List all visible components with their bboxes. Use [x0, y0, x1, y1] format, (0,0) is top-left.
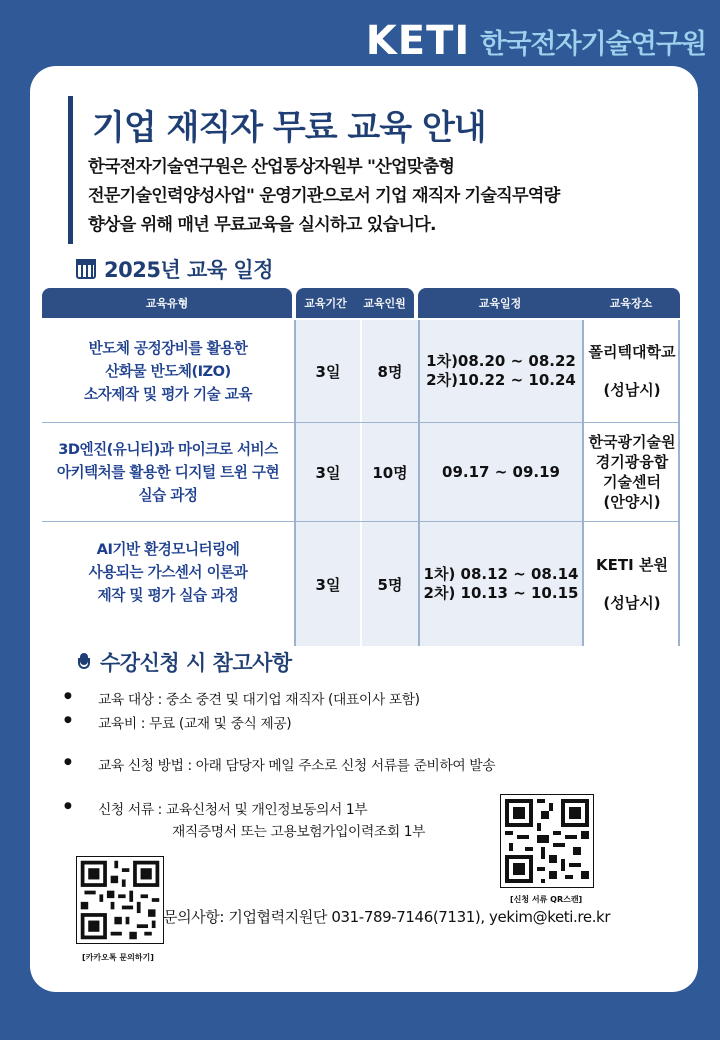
- table-row: [42, 522, 680, 646]
- list-item: ● 교육 신청 방법 : 아래 담당자 메일 주소로 신청 서류를 준비하여 발송: [64, 754, 495, 774]
- docs-qr-code[interactable]: [500, 794, 594, 888]
- table-row: [42, 423, 680, 522]
- microphone-icon: [78, 653, 90, 671]
- course-type: 3D엔진(유니티)과 마이크로 서비스 아키텍처를 활용한 디지털 트윈 구현 실습 과정: [56, 440, 280, 504]
- calendar-icon: [76, 259, 96, 279]
- list-item: ● 교육비 : 무료 (교재 및 중식 제공): [64, 712, 291, 732]
- intro-line: 전문기술인력양성사업" 운영기관으로서 기업 재직자 기술직무역량: [88, 186, 560, 206]
- schedule-table: [42, 320, 680, 646]
- table-header-dates-place: [418, 288, 680, 318]
- course-days: 3일: [296, 522, 360, 646]
- course-people: 8명: [362, 320, 418, 422]
- course-people: 10명: [362, 423, 418, 521]
- header-type-label: 교육유형: [145, 297, 189, 310]
- contact-info: 문의사항: 기업협력지원단 031-789-7146(7131), yekim@keti.re.kr: [163, 908, 611, 926]
- org-name: 한국전자기술연구원: [480, 28, 706, 60]
- table-divider: [418, 320, 420, 646]
- page-title: 기업 재직자 무료 교육 안내: [92, 108, 486, 148]
- header-dates-label: 교육일정: [478, 297, 522, 310]
- course-dates: 1차) 08.12 ~ 08.14 2차) 10.13 ~ 10.15: [420, 522, 582, 646]
- table-divider: [294, 320, 296, 646]
- course-dates: 1차)08.20 ~ 08.22 2차)10.22 ~ 10.24: [420, 320, 582, 422]
- header-people-label: 교육인원: [363, 297, 406, 310]
- intro-line: 향상을 위해 매년 무료교육을 실시하고 있습니다.: [88, 215, 436, 235]
- schedule-heading: [76, 254, 273, 284]
- table-header-type: [42, 288, 292, 318]
- docs-line-2: 재직증명서 또는 고용보험가입이력조회 1부: [172, 824, 426, 840]
- keti-logo: KETI: [365, 18, 471, 64]
- course-place: KETI 본원 (성남시): [596, 556, 668, 612]
- header-place-label: 교육장소: [609, 297, 653, 310]
- header-days-label: 교육기간: [304, 297, 347, 310]
- course-dates: 09.17 ~ 09.19: [420, 423, 582, 521]
- list-item: ● 교육 대상 : 중소 중견 및 대기업 재직자 (대표이사 포함): [64, 688, 420, 708]
- table-header-days-people: [296, 288, 414, 318]
- intro-text: [88, 153, 688, 240]
- table-divider: [582, 320, 584, 646]
- course-type: 반도체 공정장비를 활용한 산화물 반도체(IZO) 소자제작 및 평가 기술 교육: [84, 339, 252, 403]
- docs-qr-caption: [신청 서류 QR스캔]: [510, 895, 583, 904]
- kakao-qr-code[interactable]: [76, 856, 164, 944]
- title-accent-bar: [68, 96, 73, 244]
- notes-heading: [78, 647, 292, 677]
- course-place: 폴리텍대학교 (성남시): [588, 343, 676, 399]
- course-people: 5명: [362, 522, 418, 646]
- course-place: 한국광기술원 경기광융합 기술센터 (안양시): [588, 433, 676, 511]
- kakao-qr-caption: [카카오톡 문의하기]: [82, 953, 154, 962]
- table-divider: [678, 320, 680, 646]
- notes-title: 수강신청 시 참고사항: [100, 651, 292, 675]
- table-row: [42, 320, 680, 423]
- course-type: AI기반 환경모니터링에 사용되는 가스센서 이론과 제작 및 평가 실습 과정: [88, 541, 248, 604]
- schedule-title: 2025년 교육 일정: [104, 258, 273, 282]
- course-days: 3일: [296, 320, 360, 422]
- intro-line: 한국전자기술연구원은 산업통상자원부 "산업맞춤형: [88, 157, 455, 177]
- header: [366, 18, 706, 64]
- course-days: 3일: [296, 423, 360, 521]
- list-item: ● 신청 서류 : 교육신청서 및 개인정보동의서 1부: [64, 798, 367, 818]
